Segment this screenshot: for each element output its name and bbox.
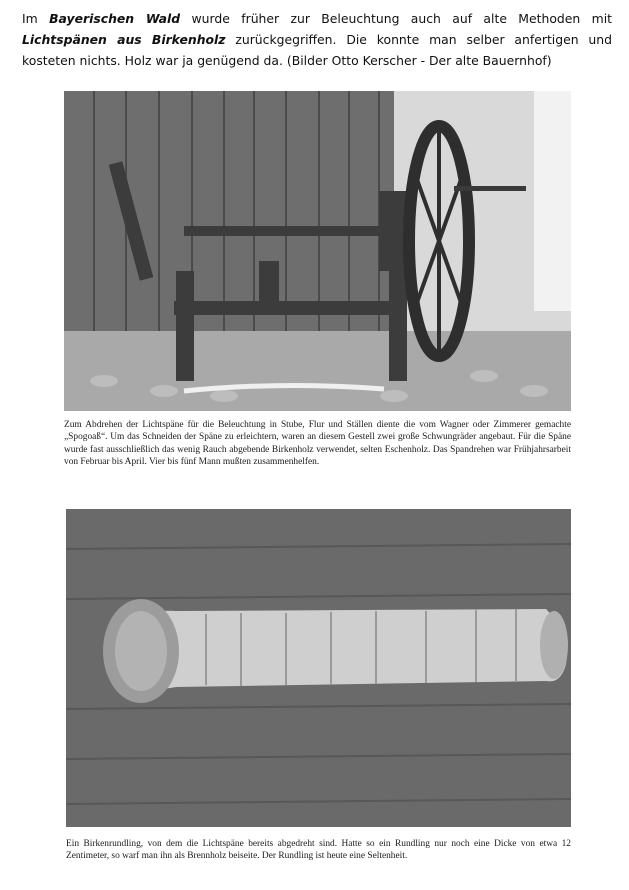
intro-text-3: zurückgegriffen. Die konnte man selber anfertigen und kosteten nichts. Holz war ja genügend da. (Bilder Otto Kerscher - Der alte Bauernhof) <box>22 32 613 68</box>
intro-emphasis-bayerischen-wald: Bayerischen Wald <box>49 11 181 26</box>
photo-caption: Zum Abdrehen der Lichtspäne für die Beleuchtung in Stube, Flur und Ställen diente die vom Wagner oder Zimmerer gemachte „Spogoaß“. Um das Schneiden der Späne zu erleichtern, waren an diesem Gestell zwei große Schwungräder angebaut. Für die Späne wurde fast ausschließlich das wenig Rauch abgebende Birkenholz verwendet, selten Eschenholz. Das Spandrehen war Frühjahrsarbeit von Februar bis April. Vier bis fünf Mann mußten zusammenhelfen. <box>64 420 571 467</box>
photo-birch-log <box>66 509 571 827</box>
intro-text-1: Im <box>22 11 50 26</box>
photo-spogoass-lathe <box>64 91 571 411</box>
intro-paragraph <box>22 8 612 71</box>
photo-caption: Ein Birkenrundling, von dem die Lichtspäne bereits abgedreht sind. Hatte so ein Rundling nur noch eine Dicke von etwa 12 Zentimeter, so warf man ihn als Brennholz beiseite. Der Rundling ist heute eine Seltenheit. <box>66 839 571 862</box>
intro-text-2: wurde früher zur Beleuchtung auch auf alte Methoden mit <box>180 11 612 26</box>
intro-emphasis-lichtspaene: Lichtspänen aus Birkenholz <box>22 32 226 47</box>
